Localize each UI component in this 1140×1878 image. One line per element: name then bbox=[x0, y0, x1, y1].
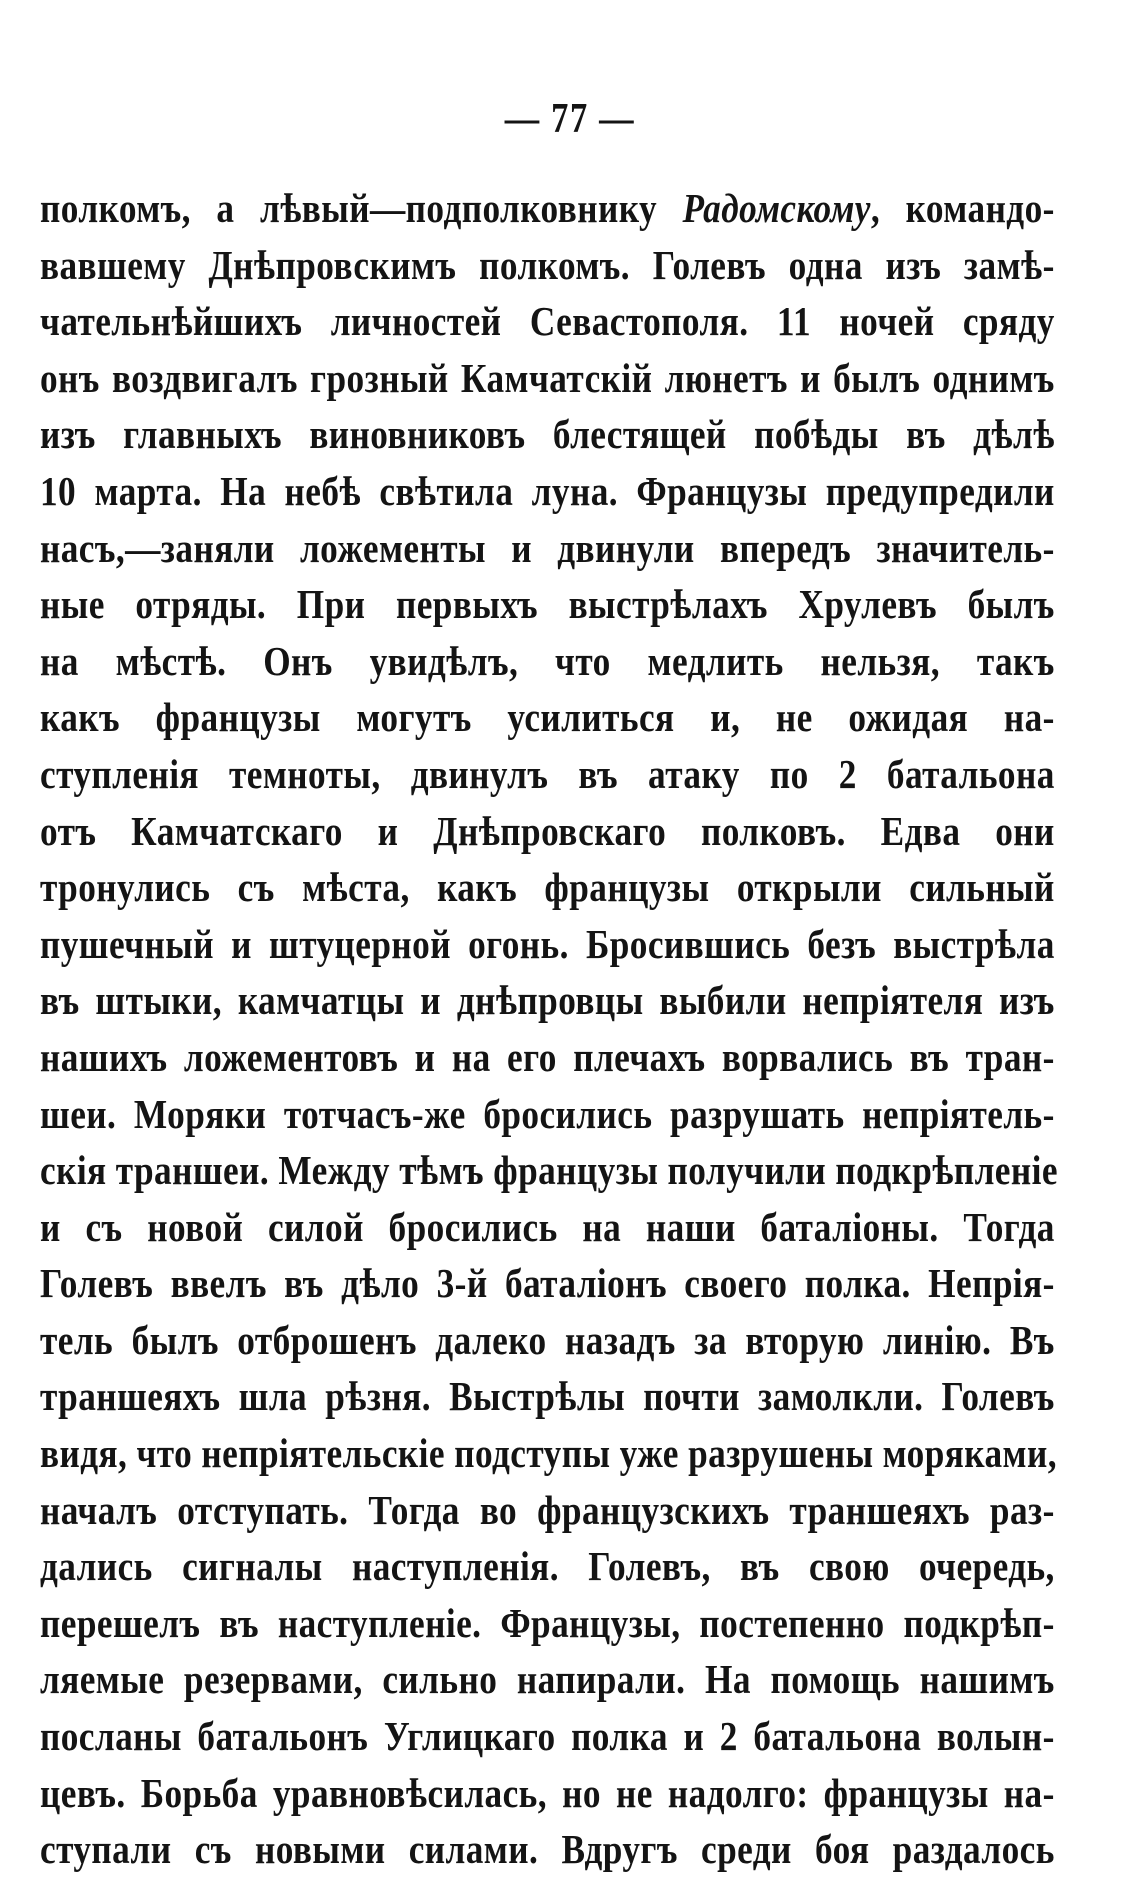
text-line: началъ отступать. Тогда во французскихъ траншеяхъ раз- bbox=[40, 1486, 1055, 1533]
body-text bbox=[40, 180, 1058, 1878]
text-line: вавшему Днѣпровскимъ полкомъ. Голевъ одна изъ замѣ- bbox=[40, 241, 1055, 288]
text-line: скія траншеи. Между тѣмъ французы получили подкрѣпленіе bbox=[40, 1147, 1058, 1194]
text-line: ступали съ новыми силами. Вдругъ среди боя раздалось bbox=[40, 1826, 1055, 1873]
text-line: тель былъ отброшенъ далеко назадъ за вторую линію. Въ bbox=[40, 1316, 1055, 1363]
text-line: насъ,—заняли ложементы и двинули впередъ значитель- bbox=[40, 524, 1055, 571]
text-line: чательнѣйшихъ личностей Севастополя. 11 ночей сряду bbox=[40, 298, 1055, 345]
text-line: въ штыки, камчатцы и днѣпровцы выбили непріятеля изъ bbox=[40, 977, 1055, 1024]
text-line: ляемые резервами, сильно напирали. На помощь нашимъ bbox=[40, 1656, 1055, 1703]
text-line: нашихъ ложементовъ и на его плечахъ ворвались въ тран- bbox=[40, 1033, 1055, 1080]
text-line: отъ Камчатскаго и Днѣпровскаго полковъ. Едва они bbox=[40, 807, 1055, 854]
text-line: посланы батальонъ Углицкаго полка и 2 батальона волын- bbox=[40, 1713, 1055, 1760]
text-line: пушечный и штуцерной огонь. Бросившись безъ выстрѣла bbox=[40, 920, 1055, 967]
text-line: 10 марта. На небѣ свѣтила луна. Французы предупредили bbox=[40, 467, 1055, 514]
text-line: какъ французы могутъ усилиться и, не ожидая на- bbox=[40, 694, 1055, 741]
page-number: — 77 — bbox=[504, 96, 636, 142]
text-line: Голевъ ввелъ въ дѣло 3-й баталіонъ своего полка. Непрія- bbox=[40, 1260, 1055, 1307]
text-line: шеи. Моряки тотчасъ-же бросились разрушать непріятель- bbox=[40, 1090, 1055, 1137]
surname-italic: Радомскому bbox=[682, 185, 871, 231]
text-line: и съ новой силой бросились на наши баталіоны. Тогда bbox=[40, 1203, 1055, 1250]
text-line: цевъ. Борьба уравновѣсилась, но не надолго: французы на- bbox=[40, 1769, 1055, 1816]
text-line-end: , командо- bbox=[870, 185, 1055, 231]
text-line: траншеяхъ шла рѣзня. Выстрѣлы почти замолкли. Голевъ bbox=[40, 1373, 1055, 1420]
text-line bbox=[40, 180, 1055, 237]
text-line: ступленія темноты, двинулъ въ атаку по 2 батальона bbox=[40, 750, 1055, 797]
text-line: на мѣстѣ. Онъ увидѣлъ, что медлить нельзя, такъ bbox=[40, 637, 1055, 684]
text-line: ные отряды. При первыхъ выстрѣлахъ Хрулевъ былъ bbox=[40, 581, 1055, 628]
text-line: онъ воздвигалъ грозный Камчатскій люнетъ и былъ однимъ bbox=[40, 354, 1055, 401]
text-line: видя, что непріятельскіе подступы уже разрушены моряками, bbox=[40, 1430, 1057, 1477]
text-line: изъ главныхъ виновниковъ блестящей побѣды въ дѣлѣ bbox=[40, 411, 1055, 458]
text-line: перешелъ въ наступленіе. Французы, постепенно подкрѣп- bbox=[40, 1599, 1055, 1646]
text-line: тронулись съ мѣста, какъ французы открыли сильный bbox=[40, 864, 1055, 911]
text-line-start: полкомъ, а лѣвый—подполковнику bbox=[40, 185, 683, 231]
text-line: дались сигналы наступленія. Голевъ, въ свою очередь, bbox=[40, 1543, 1055, 1590]
